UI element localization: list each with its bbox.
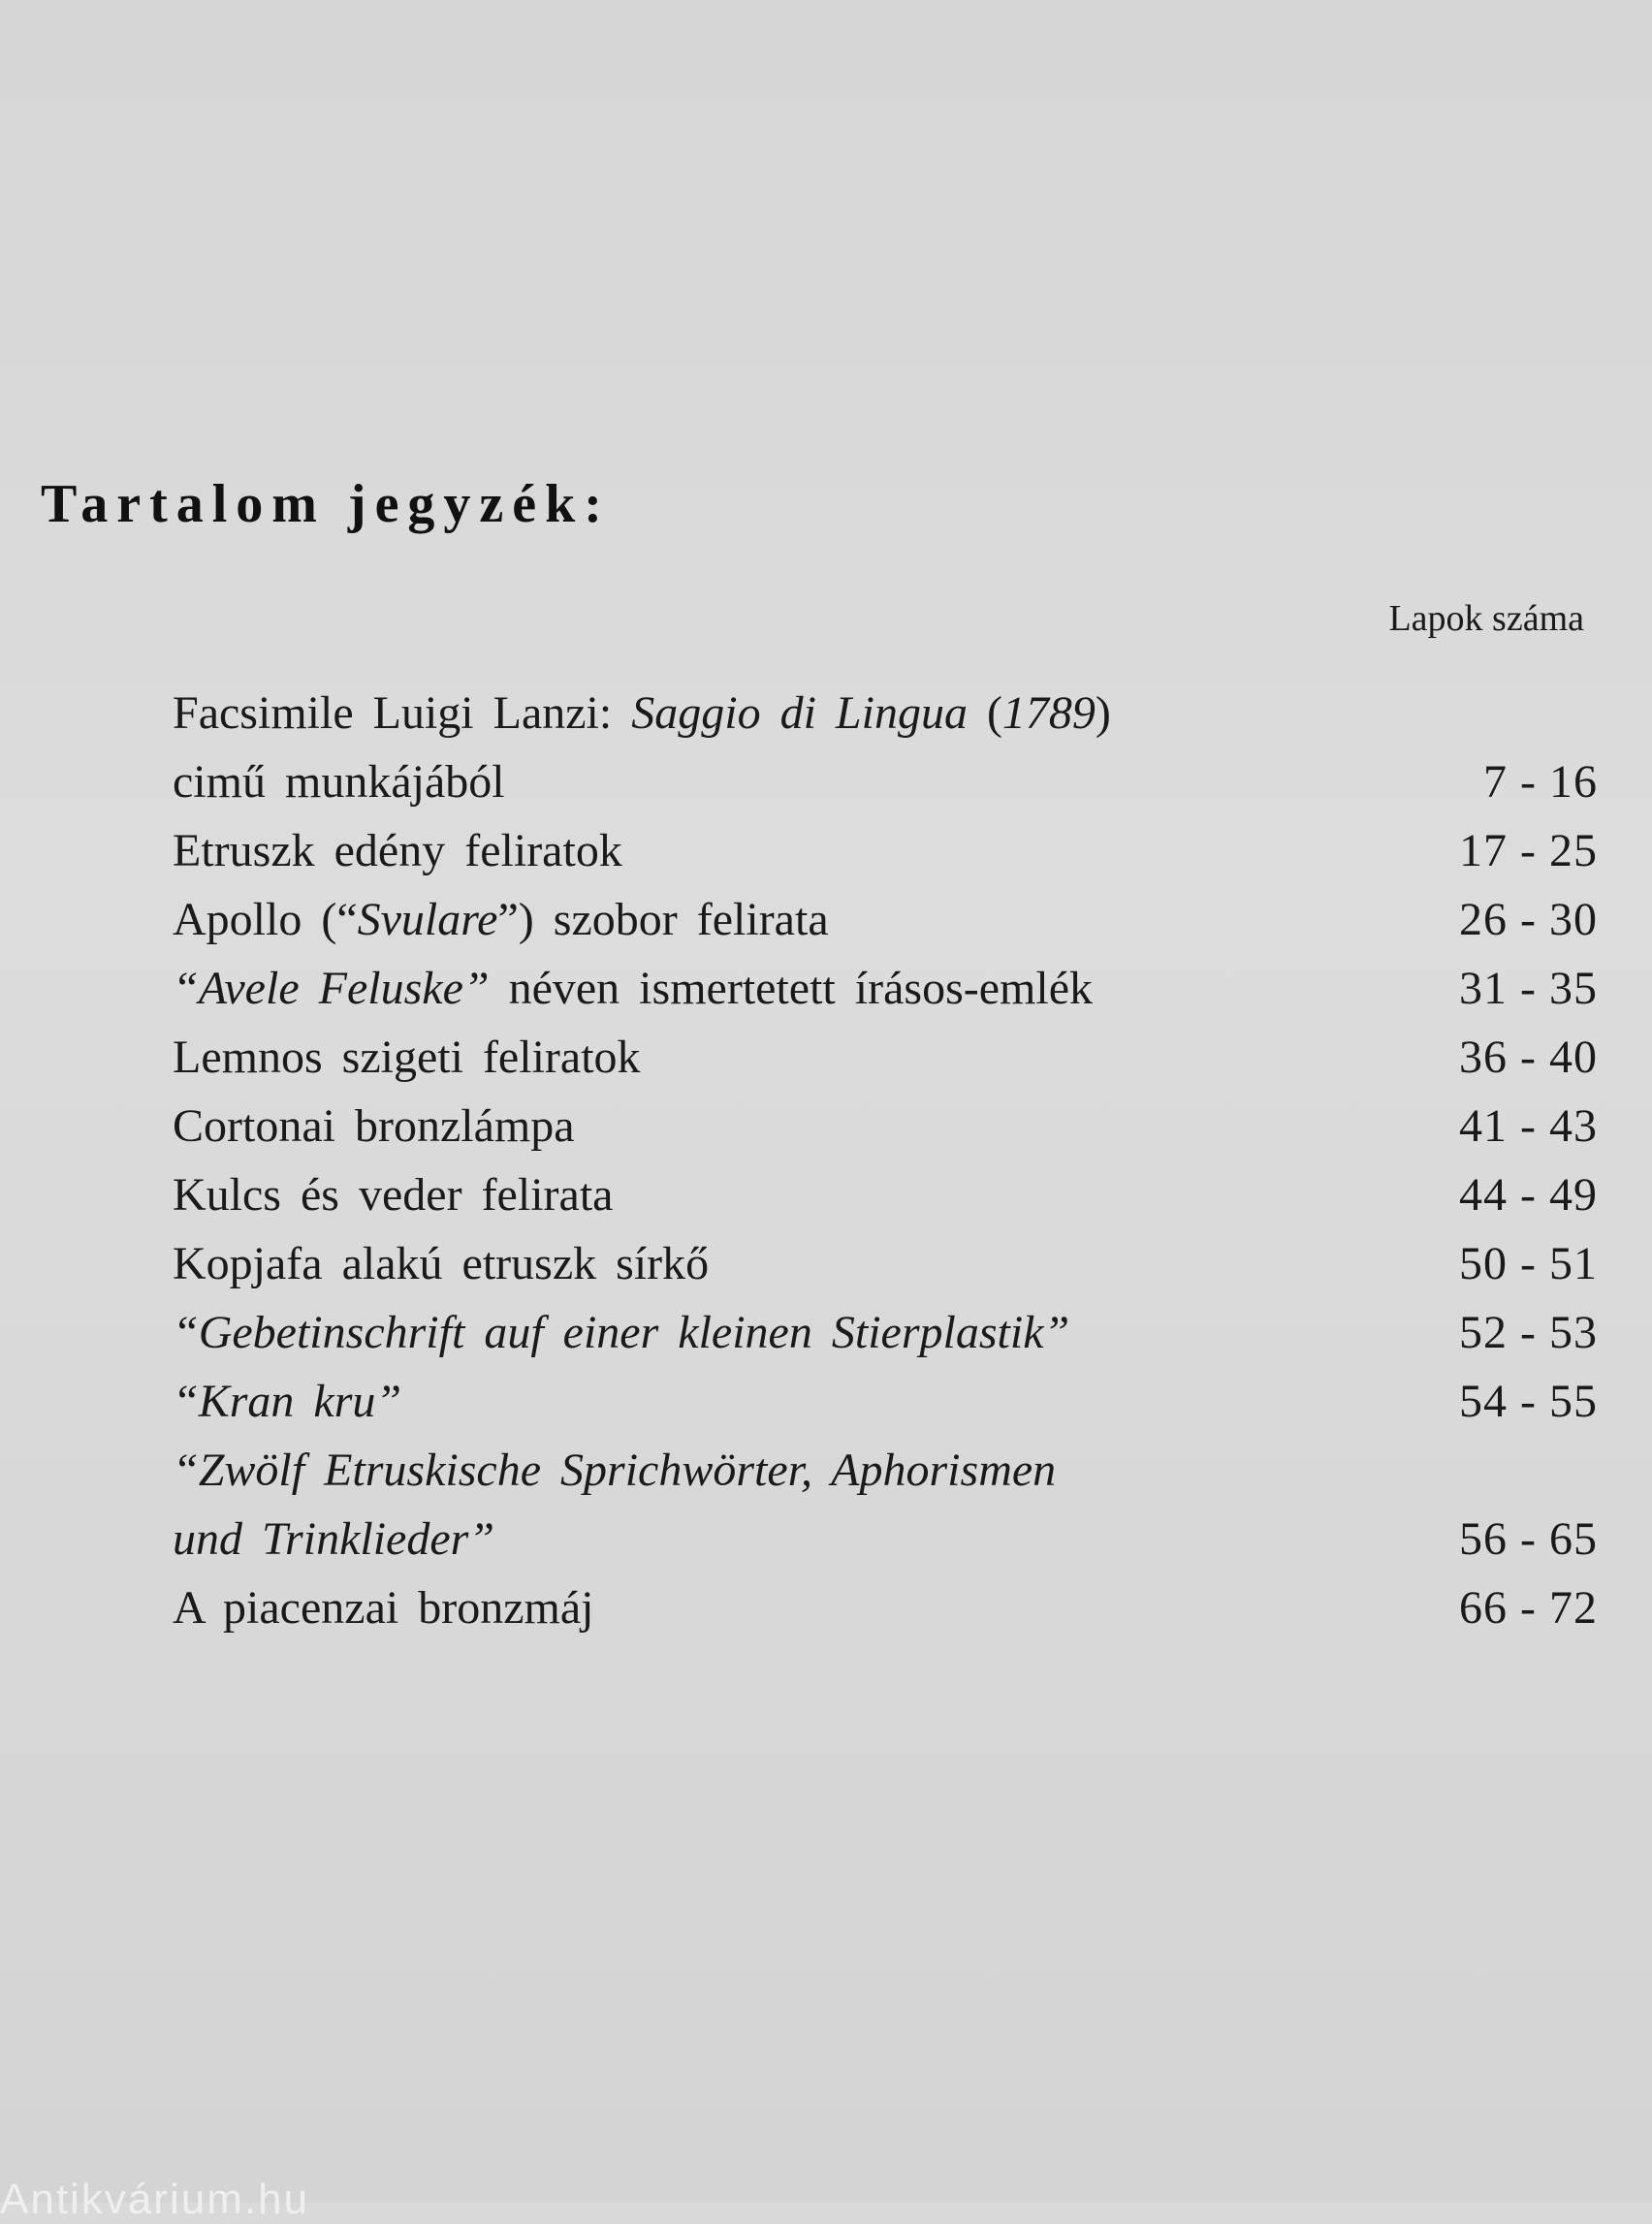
toc-entry-title-italic-part: Saggio di Lingua bbox=[631, 687, 968, 739]
toc-entry-title bbox=[173, 1229, 709, 1298]
toc-entry-pages: 66 - 72 bbox=[1459, 1582, 1598, 1634]
toc-entry-title bbox=[173, 816, 622, 885]
toc-entry-title-part: Facsimile Luigi Lanzi: bbox=[173, 687, 632, 739]
toc-entry-title-italic-part: “Kran kru” bbox=[173, 1376, 402, 1427]
toc-entry-title-italic-part: “Zwölf Etruskische Sprichwörter, Aphorismen bbox=[173, 1445, 1057, 1496]
toc-entry bbox=[173, 1505, 1598, 1573]
toc-entry bbox=[173, 1160, 1598, 1229]
toc-entry-pages: 50 - 51 bbox=[1459, 1238, 1598, 1289]
toc-entry bbox=[173, 1092, 1598, 1160]
toc-entry-title bbox=[173, 679, 1111, 747]
toc-entry-title bbox=[173, 1160, 613, 1229]
toc-entry bbox=[173, 954, 1598, 1023]
toc-entry bbox=[173, 679, 1598, 747]
toc-entry-pages: 52 - 53 bbox=[1459, 1307, 1598, 1358]
toc-entry-title bbox=[173, 1573, 593, 1642]
toc-entry-title bbox=[173, 1436, 1056, 1505]
toc-entry-title-part: Kulcs és veder felirata bbox=[173, 1169, 614, 1221]
toc-entry-title bbox=[173, 1298, 1069, 1367]
table-of-contents bbox=[173, 679, 1598, 1642]
toc-entry-pages: 44 - 49 bbox=[1459, 1169, 1598, 1221]
toc-entry bbox=[173, 1367, 1598, 1436]
toc-entry-pages: 26 - 30 bbox=[1459, 894, 1598, 945]
toc-entry-title bbox=[173, 1367, 401, 1436]
toc-entry-pages: 31 - 35 bbox=[1459, 963, 1598, 1014]
toc-entry-pages: 17 - 25 bbox=[1459, 825, 1598, 876]
toc-entry-title bbox=[173, 747, 505, 816]
toc-entry bbox=[173, 1229, 1598, 1298]
toc-entry-title-part: néven ismertetett írásos-emlék bbox=[489, 963, 1094, 1014]
toc-entry bbox=[173, 747, 1598, 816]
toc-entry bbox=[173, 1023, 1598, 1092]
toc-entry-title-part: Lemnos szigeti feliratok bbox=[173, 1032, 641, 1083]
toc-entry-pages: 36 - 40 bbox=[1459, 1032, 1598, 1083]
toc-entry-title bbox=[173, 1092, 575, 1160]
watermark: Antikvárium.hu bbox=[0, 2176, 310, 2223]
toc-entry-title-italic-part: “Avele Feluske” bbox=[173, 963, 490, 1014]
toc-entry-title bbox=[173, 1023, 641, 1092]
toc-entry bbox=[173, 1573, 1598, 1642]
toc-entry-title bbox=[173, 1505, 494, 1573]
toc-entry-pages: 56 - 65 bbox=[1459, 1513, 1598, 1565]
toc-entry-title-part: Kopjafa alakú etruszk sírkő bbox=[173, 1238, 710, 1289]
toc-entry-title-part: ) bbox=[1095, 687, 1111, 739]
toc-entry-title-part: ( bbox=[967, 687, 1002, 739]
toc-entry-title-part: ”) szobor felirata bbox=[497, 894, 829, 945]
toc-entry-pages: 54 - 55 bbox=[1459, 1376, 1598, 1427]
toc-entry-title bbox=[173, 954, 1093, 1023]
page-title: Tartalom jegyzék: bbox=[41, 474, 611, 534]
toc-entry-title-italic-part: 1789 bbox=[1001, 687, 1096, 739]
toc-entry-title-part: Etruszk edény feliratok bbox=[173, 825, 622, 876]
toc-entry-pages: 41 - 43 bbox=[1459, 1100, 1598, 1152]
toc-entry-title-part: A piacenzai bronzmáj bbox=[173, 1582, 594, 1634]
toc-entry-pages: 7 - 16 bbox=[1483, 756, 1598, 808]
toc-entry-title-part: cimű munkájából bbox=[173, 756, 505, 808]
toc-entry-title bbox=[173, 885, 829, 954]
toc-entry-title-italic-part: “Gebetinschrift auf einer kleinen Stierplastik” bbox=[173, 1307, 1070, 1358]
toc-entry bbox=[173, 885, 1598, 954]
toc-entry-title-italic-part: und Trinklieder” bbox=[173, 1513, 495, 1565]
toc-entry bbox=[173, 1436, 1598, 1505]
toc-entry-title-italic-part: Svulare bbox=[357, 894, 498, 945]
toc-entry bbox=[173, 1298, 1598, 1367]
pages-column-header: Lapok száma bbox=[1388, 598, 1584, 639]
toc-entry-title-part: Apollo (“ bbox=[173, 894, 358, 945]
toc-entry bbox=[173, 816, 1598, 885]
toc-entry-title-part: Cortonai bronzlámpa bbox=[173, 1100, 575, 1152]
